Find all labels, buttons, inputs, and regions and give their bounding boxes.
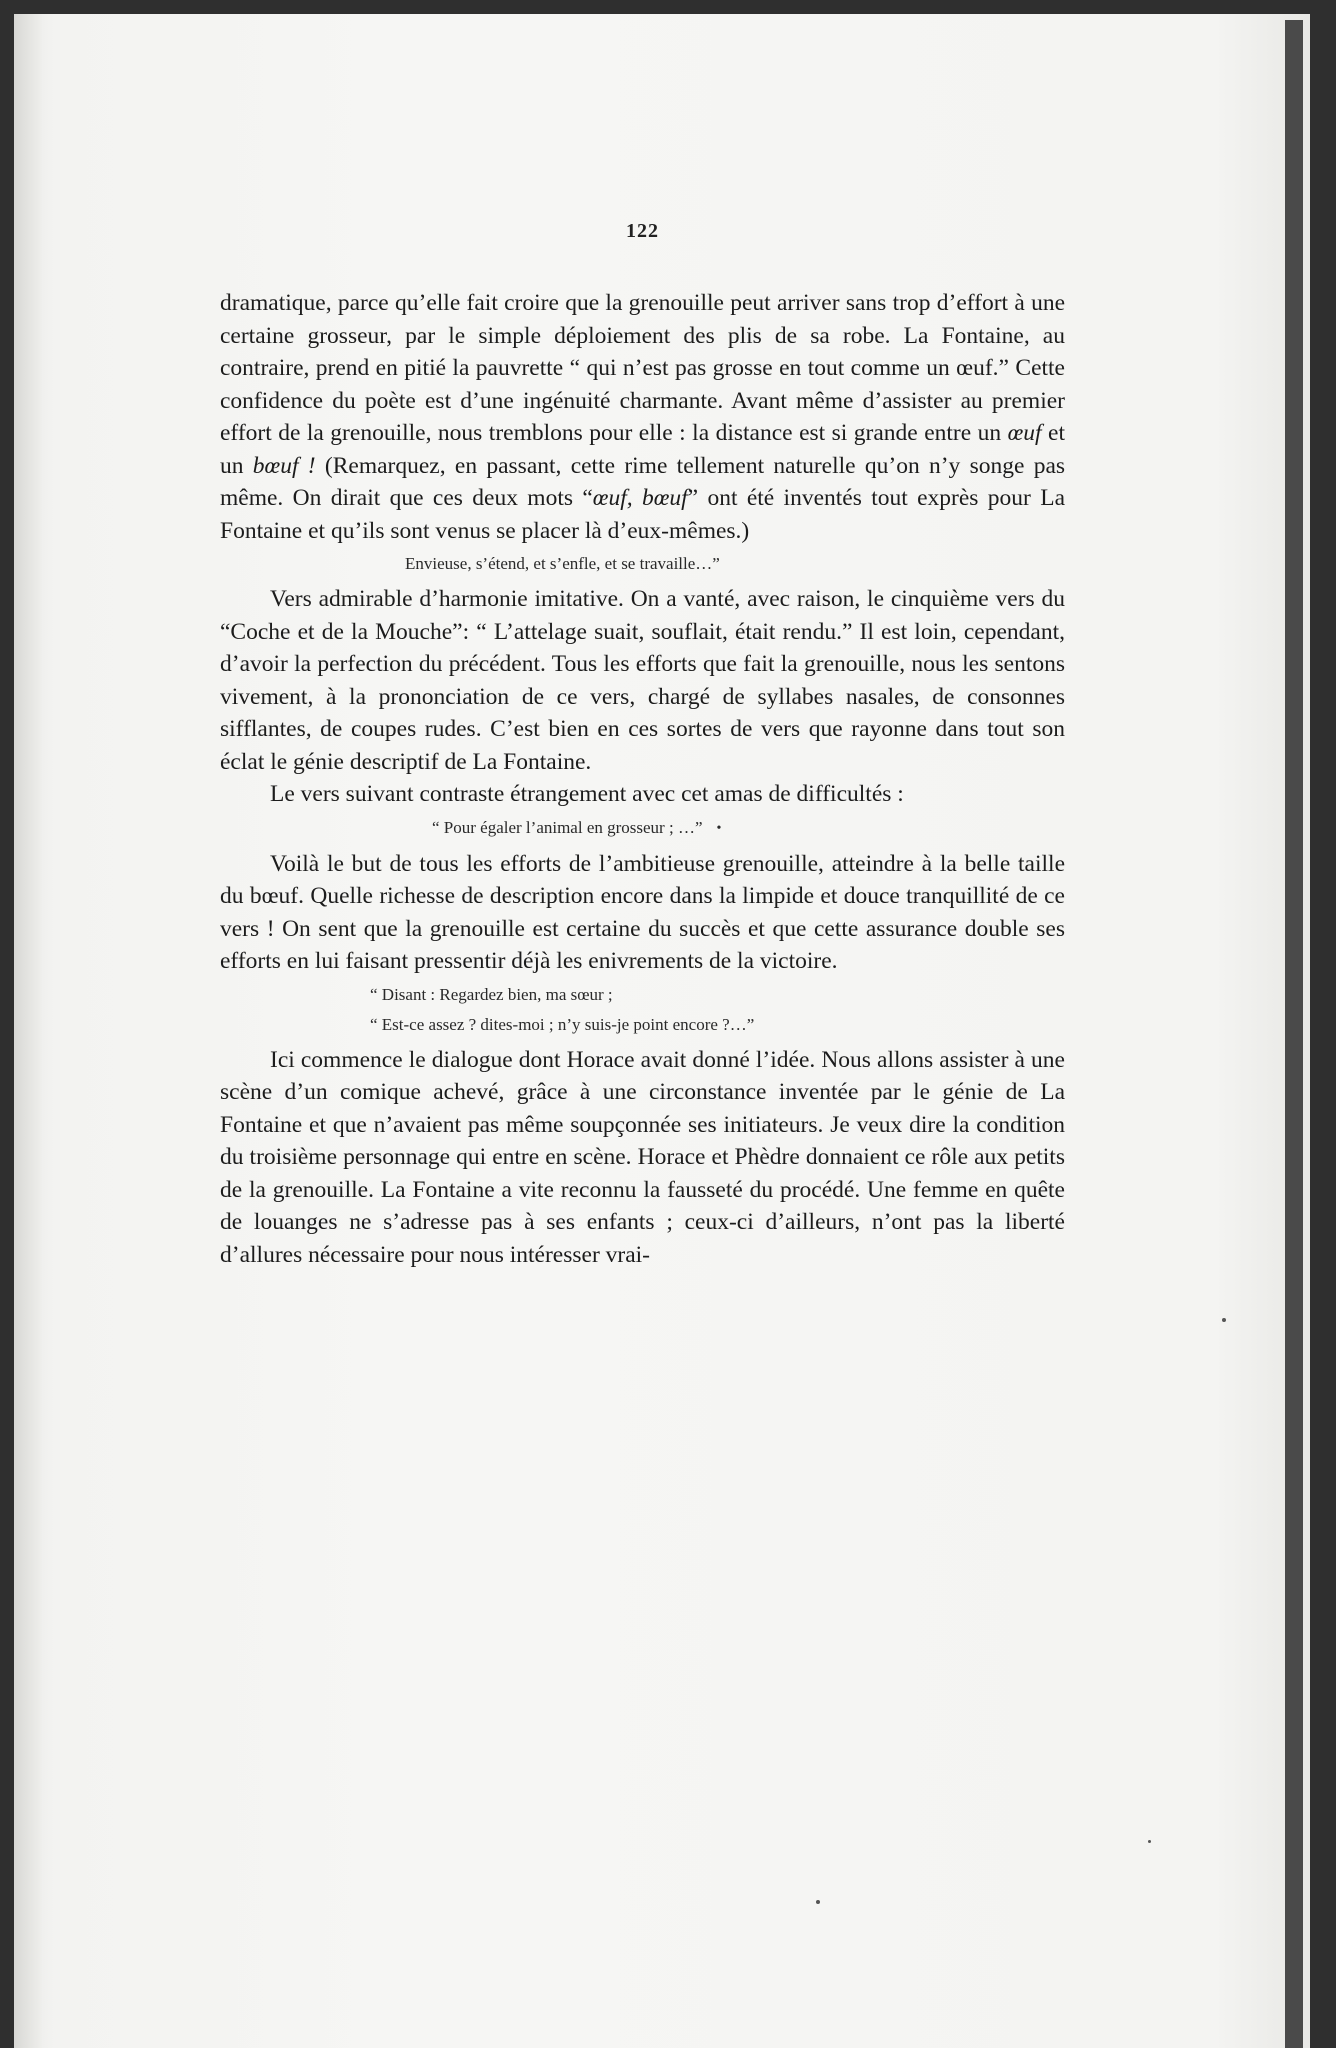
verse-quote: “ Est-ce assez ? dites-moi ; n’y suis-je point encore ?…” bbox=[370, 1014, 755, 1034]
page-number: 122 bbox=[626, 220, 659, 242]
verse-quote: “ Disant : Regardez bien, ma sœur ; bbox=[370, 984, 613, 1004]
verse-quote: Envieuse, s’étend, et s’enfle, et se travaille…” bbox=[405, 554, 720, 573]
paragraph: Ici commence le dialogue dont Horace avait donné l’idée. Nous allons assister à une scène d’un comique achevé, grâce à une circonstance inventée par le génie de La Fontaine et que n’avaient pas même soupçonnée ses initiateurs. Je veux dire la condition du troisième personnage qui entre en scène. Horace et Phèdre donnaient ce rôle aux petits de la grenouille. La Fontaine a vite reconnu la fausseté du procédé. Une femme en quête de louanges ne s’adresse pas à ses enfants ; ceux-ci d’ailleurs, n’ont pas la liberté d’allures nécessaire pour nous intéresser vrai- bbox=[220, 1046, 1065, 1268]
paragraph: Vers admirable d’harmonie imitative. On a vanté, avec raison, le cinquième vers du “Coche et de la Mouche”: “ L’attelage suait, souflait, était rendu.” Il est loin, cependant, d’avoir la perfection du précédent. Tous les efforts que fait la grenouille, nous les sentons vivement, à la prononciation de ce vers, chargé de syllabes nasales, de consonnes sifflantes, de coupes rudes. C’est bien en ces sortes de vers que rayonne dans tout son éclat le génie descriptif de La Fontaine. bbox=[220, 586, 1065, 775]
paper-speck bbox=[1148, 1840, 1151, 1843]
paragraph: dramatique, parce qu’elle fait croire que la grenouille peut arriver sans trop d’effort à une certaine grosseur, par le simple déploiement des plis de sa robe. La Fontaine, au contraire, prend en pitié la pauvrette “ qui n’est pas grosse en tout comme un œuf.” Cette confidence du poète est d’une ingénuité charmante. Avant même d’assister au premier effort de la grenouille, nous tremblons pour elle : la distance est si grande entre un œuf et un bœuf ! (Remarquez, en passant, cette rime tellement naturelle qu’on n’y songe pas même. On dirait que ces deux mots “œuf, bœuf” ont été inventés tout exprès pour La Fontaine et qu’ils sont venus se placer là d’eux-mêmes.) bbox=[220, 290, 1066, 544]
page-right-edge bbox=[1285, 20, 1303, 2048]
paper-speck bbox=[1222, 1318, 1226, 1322]
verse-quote: “ Pour égaler l’animal en grosseur ; …” • bbox=[220, 815, 1065, 842]
page-text bbox=[220, 220, 1065, 1271]
page-left-edge bbox=[14, 14, 42, 2048]
paragraph: Le vers suivant contraste étrangement avec cet amas de difficultés : bbox=[270, 781, 904, 807]
bullet-mark: • bbox=[716, 820, 722, 836]
paper-speck bbox=[816, 1900, 820, 1904]
paragraph: Voilà le but de tous les efforts de l’ambitieuse grenouille, atteindre à la belle taille du bœuf. Quelle richesse de description encore dans la limpide et douce tranquillité de ce vers ! On sent que la grenouille est certaine du succès et que cette assurance double ses efforts en lui faisant pressentir déjà les enivrements de la victoire. bbox=[220, 850, 1065, 975]
